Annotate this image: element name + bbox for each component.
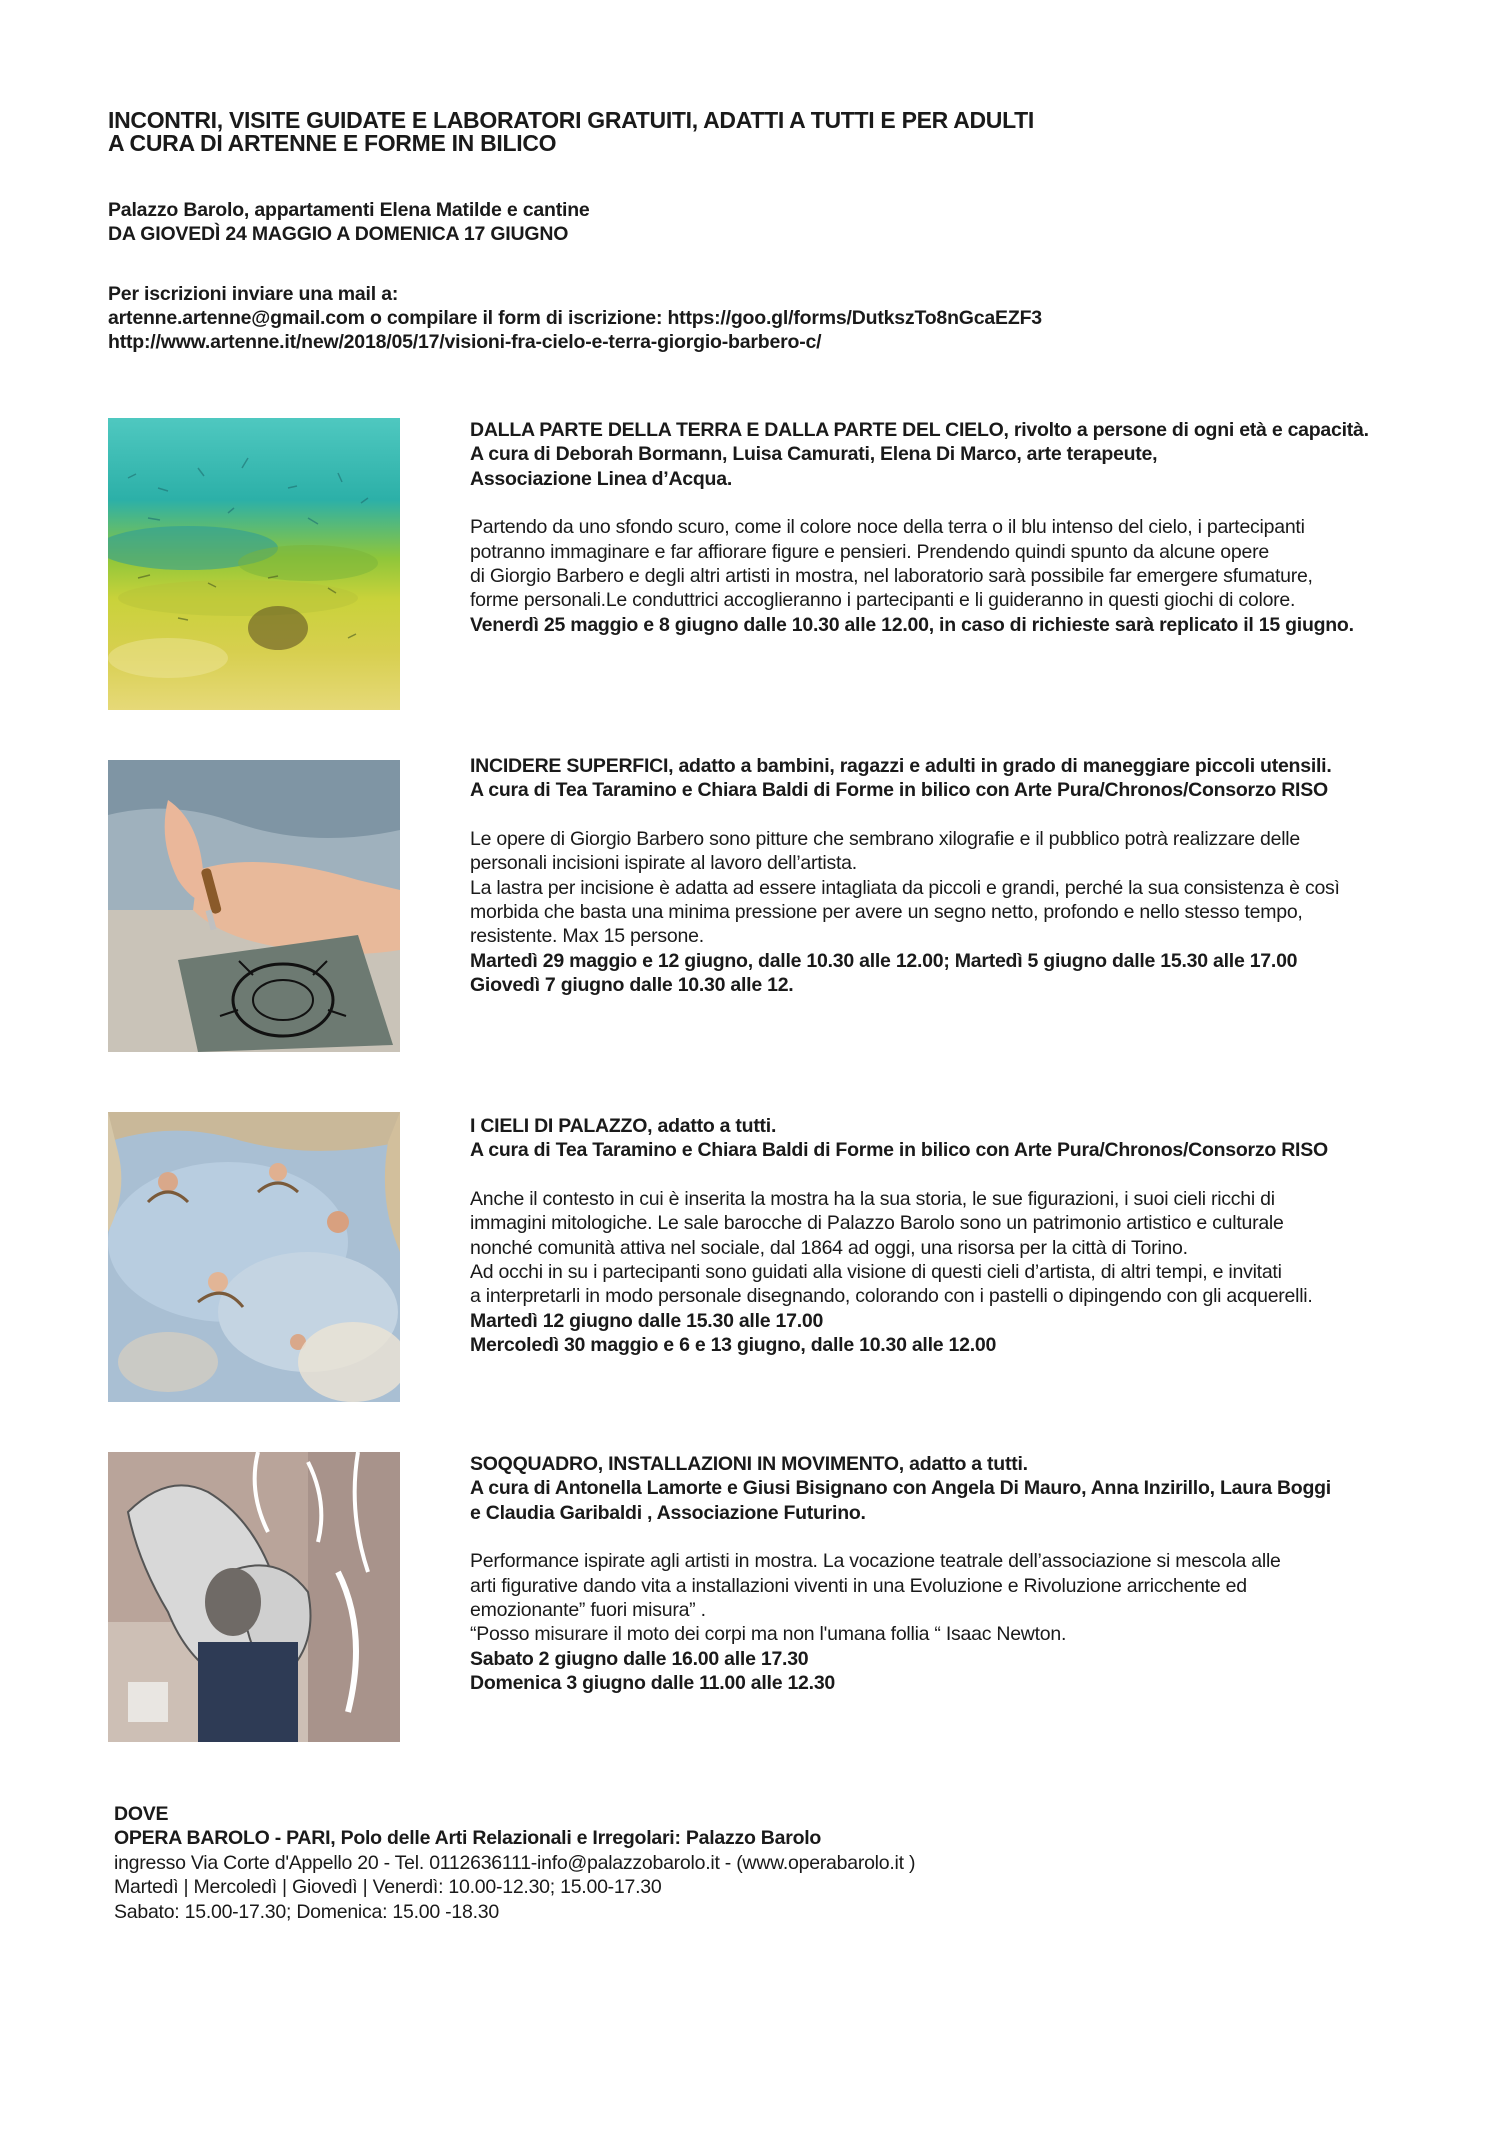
workshop-schedule: Sabato 2 giugno dalle 16.00 alle 17.30 xyxy=(470,1647,809,1670)
workshop-description: a interpretarli in modo personale disegnando, colorando con i pastelli o dipingendo con gli acquerelli. xyxy=(470,1285,1313,1308)
workshop-schedule: Giovedì 7 giugno dalle 10.30 alle 12. xyxy=(470,974,794,997)
venue-heading: DOVE xyxy=(114,1803,169,1825)
workshop-credit: A cura di Antonella Lamorte e Giusi Bisignano con Angela Di Mauro, Anna Inzirillo, Laura Boggi xyxy=(470,1477,1331,1500)
workshop-audience: adatto a tutti. xyxy=(903,1453,1028,1475)
signup-url-link[interactable]: http://www.artenne.it/new/2018/05/17/visioni-fra-cielo-e-terra-giorgio-barbero-c/ xyxy=(108,331,822,353)
workshop-text-3 xyxy=(470,1114,1328,1358)
workshop-description: Ad occhi in su i partecipanti sono guidati alla visione di questi cieli d’artista, di altri tempi, e invitati xyxy=(470,1261,1282,1284)
workshop-description: Partendo da uno sfondo scuro, come il colore noce della terra o il blu intenso del cielo, i partecipanti xyxy=(470,516,1305,539)
workshop-credit: A cura di Tea Taramino e Chiara Baldi di Forme in bilico con Arte Pura/Chronos/Consorzo RISO xyxy=(470,779,1328,802)
workshop-description: “Posso misurare il moto dei corpi ma non l'umana follia “ Isaac Newton. xyxy=(470,1623,1067,1646)
page-title-line-1: INCONTRI, VISITE GUIDATE E LABORATORI GRATUITI, ADATTI A TUTTI E PER ADULTI xyxy=(108,107,1035,133)
workshop-title-name: INCIDERE SUPERFICI, xyxy=(470,755,674,777)
workshop-description: Anche il contesto in cui è inserita la mostra ha la sua storia, le sue figurazioni, i suoi cieli ricchi di xyxy=(470,1187,1275,1210)
workshop-audience: rivolto a persone di ogni età e capacità. xyxy=(1008,419,1369,441)
event-dates: DA GIOVEDÌ 24 MAGGIO A DOMENICA 17 GIUGNO xyxy=(108,223,569,245)
workshop-title xyxy=(470,418,1369,442)
workshop-schedule: Mercoledì 30 maggio e 6 e 13 giugno, dalle 10.30 alle 12.00 xyxy=(470,1334,997,1357)
event-location: Palazzo Barolo, appartamenti Elena Matilde e cantine xyxy=(108,199,590,221)
workshop-audience: adatto a bambini, ragazzi e adulti in grado di maneggiare piccoli utensili. xyxy=(673,755,1332,777)
workshop-description: Performance ispirate agli artisti in mostra. La vocazione teatrale dell’associazione si mescola alle xyxy=(470,1550,1281,1573)
event-info xyxy=(108,198,590,246)
workshop-description: arti figurative dando vita a installazioni viventi in una Evoluzione e Rivoluzione arricchente ed xyxy=(470,1574,1247,1597)
workshop-description: resistente. Max 15 persone. xyxy=(470,925,704,948)
signup-email-link[interactable]: artenne.artenne@gmail.com o compilare il form di iscrizione: https://goo.gl/forms/DutkszTo8nGcaEZF3 xyxy=(108,307,1042,329)
workshop-audience: adatto a tutti. xyxy=(652,1115,777,1137)
venue-hours-weekdays: Martedì | Mercoledì | Giovedì | Venerdì: 10.00-12.30; 15.00-17.30 xyxy=(114,1876,662,1899)
workshop-credit: A cura di Deborah Bormann, Luisa Camurati, Elena Di Marco, arte terapeute, xyxy=(470,443,1158,466)
painting-thumbnail xyxy=(108,418,400,710)
workshop-description: nonché comunità attiva nel sociale, dal 1864 ad oggi, una risorsa per la città di Torino. xyxy=(470,1236,1188,1259)
workshop-title xyxy=(470,754,1340,778)
workshop-description: forme personali.Le conduttrici accoglieranno i partecipanti e li guideranno in questi giochi di colore. xyxy=(470,589,1296,612)
workshop-description: di Giorgio Barbero e degli altri artisti in mostra, nel laboratorio sarà possibile far emergere sfumature, xyxy=(470,565,1313,588)
workshop-title xyxy=(470,1452,1331,1476)
workshop-title-name: DALLA PARTE DELLA TERRA E DALLA PARTE DEL CIELO, xyxy=(470,419,1009,441)
workshop-title xyxy=(470,1114,1328,1138)
workshop-text-1 xyxy=(470,418,1369,637)
workshop-description: La lastra per incisione è adatta ad essere intagliata da piccoli e grandi, perché la sua consistenza è così xyxy=(470,876,1340,899)
workshop-description: personali incisioni ispirate al lavoro dell’artista. xyxy=(470,852,857,875)
workshop-description: potranno immaginare e far affiorare figure e pensieri. Prendendo quindi spunto da alcune opere xyxy=(470,540,1269,563)
workshop-title-name: SOQQUADRO, INSTALLAZIONI IN MOVIMENTO, xyxy=(470,1453,904,1475)
workshop-schedule: Martedì 29 maggio e 12 giugno, dalle 10.30 alle 12.00; Martedì 5 giugno dalle 15.30 alle 17.00 xyxy=(470,949,1298,972)
workshop-title-name: I CIELI DI PALAZZO, xyxy=(470,1115,653,1137)
workshop-credit: e Claudia Garibaldi , Associazione Futurino. xyxy=(470,1501,866,1524)
workshop-description: Le opere di Giorgio Barbero sono pitture che sembrano xilografie e il pubblico potrà realizzare delle xyxy=(470,827,1300,850)
performance-thumbnail xyxy=(108,1452,400,1742)
workshop-text-4 xyxy=(470,1452,1331,1696)
workshop-schedule: Martedì 12 giugno dalle 15.30 alle 17.00 xyxy=(470,1309,824,1332)
ceiling-fresco-thumbnail xyxy=(108,1112,400,1402)
workshop-description: morbida che basta una minima pressione per avere un segno netto, profondo e nello stesso tempo, xyxy=(470,901,1303,924)
page-header xyxy=(108,109,1034,155)
workshop-credit: Associazione Linea d’Acqua. xyxy=(470,467,732,490)
signup-intro: Per iscrizioni inviare una mail a: xyxy=(108,283,399,305)
workshop-credit: A cura di Tea Taramino e Chiara Baldi di Forme in bilico con Arte Pura/Chronos/Consorzo RISO xyxy=(470,1139,1328,1162)
workshop-schedule: Domenica 3 giugno dalle 11.00 alle 12.30 xyxy=(470,1672,836,1695)
workshop-text-2 xyxy=(470,754,1340,998)
workshop-description: immagini mitologiche. Le sale barocche di Palazzo Barolo sono un patrimonio artistico e culturale xyxy=(470,1212,1284,1235)
venue-hours-weekend: Sabato: 15.00-17.30; Domenica: 15.00 -18.30 xyxy=(114,1900,499,1923)
venue-address: ingresso Via Corte d'Appello 20 - Tel. 0112636111-info@palazzobarolo.it - (www.operabarolo.it ) xyxy=(114,1851,916,1874)
page-title-line-2: A CURA DI ARTENNE E FORME IN BILICO xyxy=(108,130,557,156)
venue-name: OPERA BAROLO - PARI, Polo delle Arti Relazionali e Irregolari: Palazzo Barolo xyxy=(114,1827,822,1850)
signup-info xyxy=(108,282,1042,354)
venue-info xyxy=(114,1802,915,1924)
workshop-schedule: Venerdì 25 maggio e 8 giugno dalle 10.30 alle 12.00, in caso di richieste sarà replicato il 15 giugno. xyxy=(470,613,1354,636)
workshop-description: emozionante” fuori misura” . xyxy=(470,1599,706,1622)
engraving-hands-thumbnail xyxy=(108,760,400,1052)
